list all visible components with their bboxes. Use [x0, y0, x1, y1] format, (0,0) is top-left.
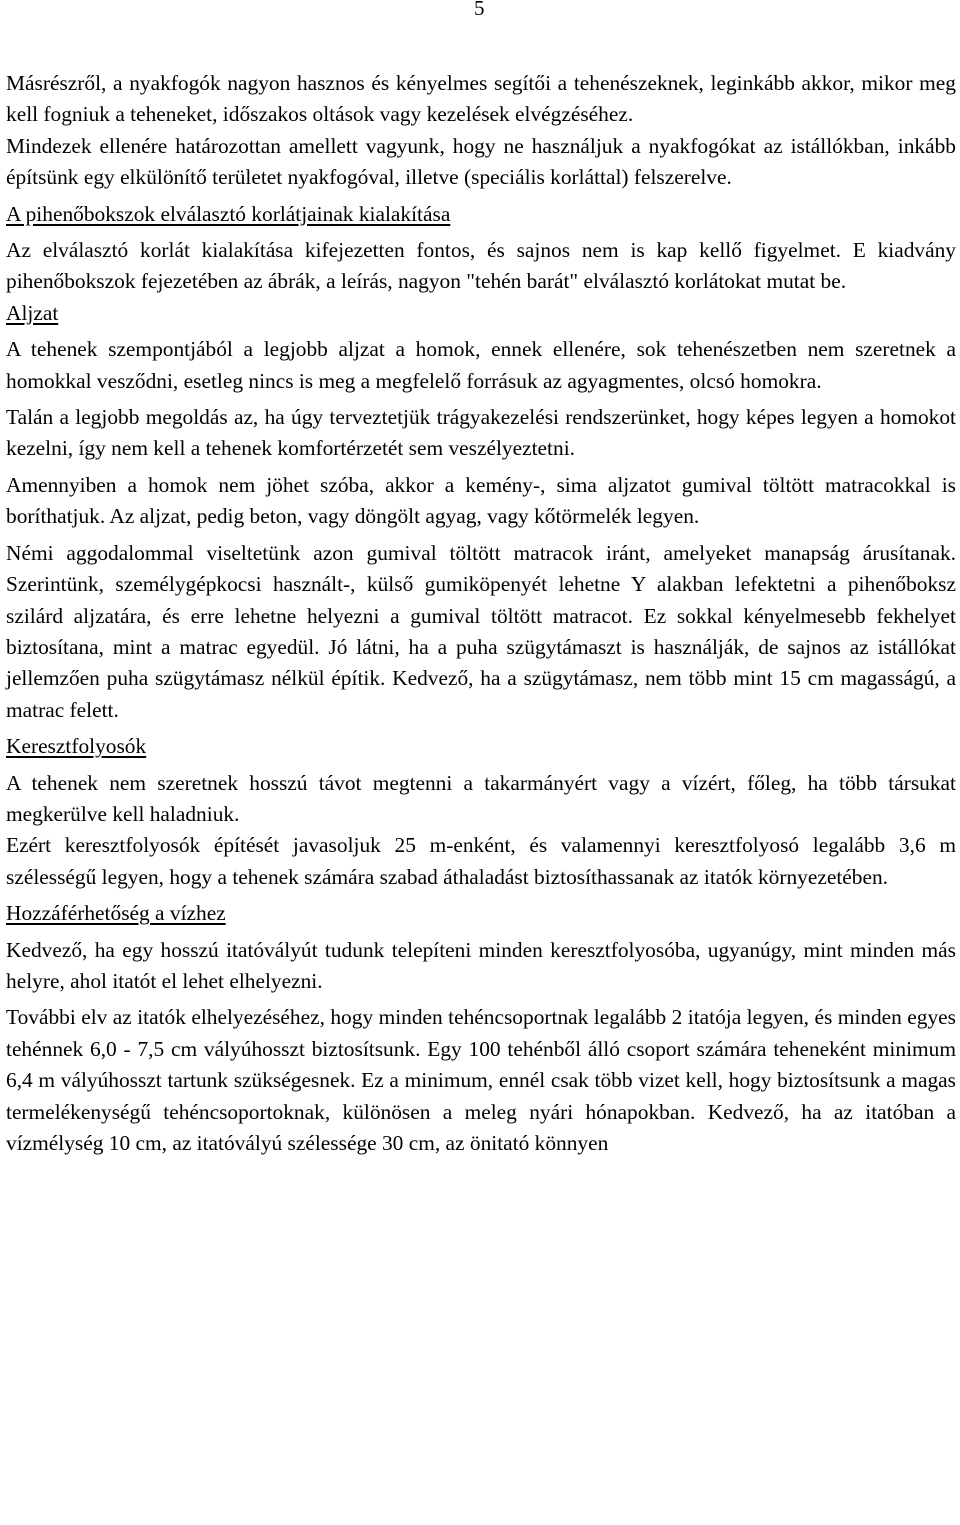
paragraph: További elv az itatók elhelyezéséhez, hogy minden tehéncsoportnak legalább 2 itatója legyen, és minden egyes tehénnek 6,0 - 7,5 cm vályúhosszt biztosítsunk. Egy 100 tehénből álló csoport számára teheneként minimum 6,4 m vályúhosszt tartunk szükségesnek. Ez a minimum, ennél csak több vizet kell, hogy biztosítsunk a magas termelékenységű tehéncsoportoknak, különösen a meleg nyári hónapokban. Kedvező, ha az itatóban a vízmélység 10 cm, az itatóvályú szélessége 30 cm, az önitató könnyen — [6, 1005, 956, 1155]
paragraph: Némi aggodalommal viseltetünk azon gumival töltött matracok iránt, amelyeket manapság árusítanak. Szerintünk, személygépkocsi használt-, külső gumiköpenyét lehetne Y alakban lefektetni a pihenőboksz szilárd aljzatára, és erre lehetne helyezni a gumival töltött matracot. Ez sokkal kényelmesebb fekhelyet biztosítana, mint a matrac egyedül. Jó látni, ha a puha szügytámaszt is használják, de sajnos az istállókat jellemzően puha szügytámasz nélkül építik. Kedvező, ha a szügytámasz, nem több mint 15 cm magasságú, a matrac felett. — [6, 540, 956, 722]
paragraph: Másrészről, a nyakfogók nagyon hasznos és kényelmes segítői a tehenészeknek, leginkább akkor, mikor meg kell fogniuk a teheneket, időszakos oltások vagy kezelések elvégzéséhez. — [6, 71, 956, 127]
section-heading: Aljzat — [6, 300, 59, 325]
paragraph: Amennyiben a homok nem jöhet szóba, akkor a kemény-, sima aljzatot gumival töltött matracokkal is boríthatjuk. Az aljzat, pedig beton, vagy döngölt agyag, vagy kőtörmelék legyen. — [6, 472, 956, 529]
section-heading: Hozzáférhetőség a vízhez — [6, 901, 226, 926]
paragraph: Talán a legjobb megoldás az, ha úgy terveztetjük trágyakezelési rendszerünket, hogy képes legyen a homokot kezelni, így nem kell a tehenek komfortérzetét sem veszélyeztetni. — [6, 405, 956, 461]
page-number: 5 — [474, 0, 485, 20]
paragraph: Az elválasztó korlát kialakítása kifejezetten fontos, és sajnos nem is kap kellő figyelmet. E kiadvány pihenőbokszok fejezetében az ábrák, a leírás, nagyon "tehén barát" elválasztó korlátokat mutat be. — [6, 238, 956, 294]
paragraph: A tehenek nem szeretnek hosszú távot megtenni a takarmányért vagy a vízért, főleg, ha több társukat megkerülve kell haladniuk. — [6, 770, 956, 826]
section-heading: A pihenőbokszok elválasztó korlátjainak kialakítása — [6, 201, 451, 226]
paragraph: Ezért keresztfolyosók építését javasoljuk 25 m-enként, és valamennyi keresztfolyosó legalább 3,6 m szélességű legyen, hogy a tehenek számára szabad áthaladást biztosíthassanak az itatók környezetében. — [6, 833, 956, 889]
section-heading: Keresztfolyosók — [6, 734, 147, 759]
paragraph: Mindezek ellenére határozottan amellett vagyunk, hogy ne használjuk a nyakfogókat az istállókban, inkább építsünk egy elkülönítő területet nyakfogóval, illetve (speciális korláttal) felszerelve. — [6, 133, 956, 190]
paragraph: A tehenek szempontjából a legjobb aljzat a homok, ennek ellenére, sok tehenészetben nem szeretnek a homokkal vesződni, esetleg nincs is meg a megfelelő forrásuk az agyagmentes, olcsó homokra. — [6, 337, 956, 393]
document-body — [6, 68, 956, 1159]
paragraph: Kedvező, ha egy hosszú itatóvályút tudunk telepíteni minden keresztfolyosóba, ugyanúgy, mint minden más helyre, ahol itatót el lehet elhelyezni. — [6, 937, 956, 993]
